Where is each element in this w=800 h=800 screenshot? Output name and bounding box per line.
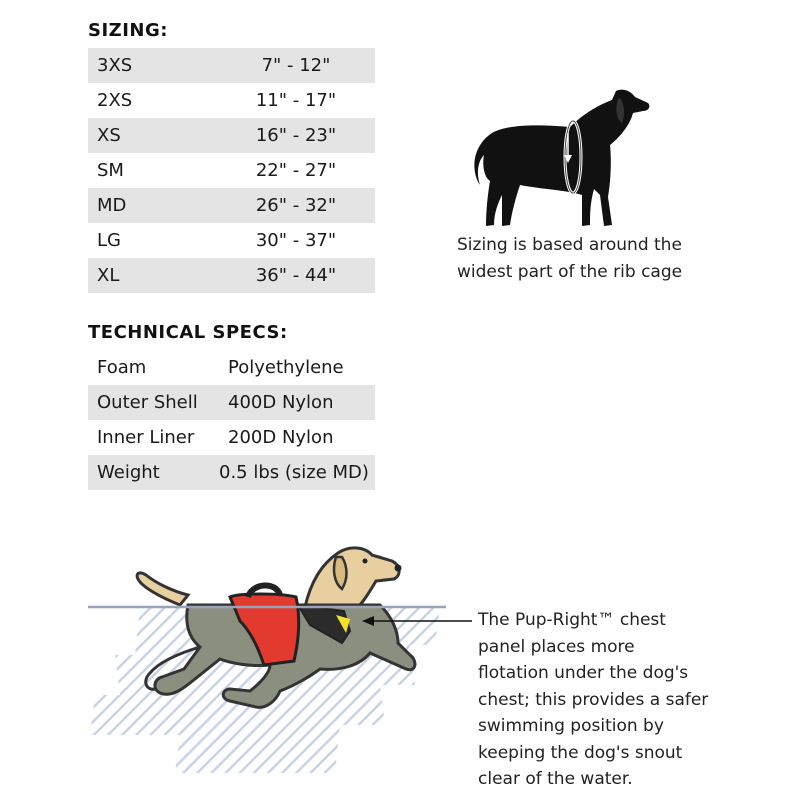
size-range: 30" - 37" — [255, 230, 337, 251]
size-range: 36" - 44" — [255, 265, 337, 286]
size-label: 2XS — [97, 90, 133, 111]
sizing-heading: SIZING: — [88, 20, 168, 41]
swim-caption-line: The Pup-Right™ chest — [478, 610, 666, 630]
size-label: LG — [97, 230, 121, 251]
spec-value: 0.5 lbs (size MD) — [219, 462, 369, 483]
swim-caption-line: clear of the water. — [478, 769, 633, 789]
swim-caption — [478, 607, 708, 793]
size-label: XL — [97, 265, 120, 286]
table-row — [88, 385, 375, 420]
table-row — [88, 258, 375, 293]
dog-measurement-illustration — [470, 85, 660, 235]
swim-caption-line: flotation under the dog's — [478, 663, 689, 683]
table-row — [88, 118, 375, 153]
spec-value: Polyethylene — [228, 357, 344, 378]
swim-caption-line: swimming position by — [478, 716, 664, 736]
spec-label: Outer Shell — [97, 392, 198, 413]
size-label: MD — [97, 195, 127, 216]
spec-label: Weight — [97, 462, 160, 483]
dog-head-icon — [305, 548, 402, 607]
table-row — [88, 48, 375, 83]
table-row — [88, 188, 375, 223]
swimming-dog-illustration — [80, 535, 475, 780]
spec-label: Inner Liner — [97, 427, 195, 448]
table-row — [88, 223, 375, 258]
specs-table — [88, 350, 375, 490]
size-label: SM — [97, 160, 124, 181]
swim-caption-line: panel places more — [478, 636, 635, 657]
table-row — [88, 350, 375, 385]
sizing-table — [88, 48, 375, 293]
measure-caption-line: widest part of the rib cage — [457, 262, 683, 282]
size-range: 7" - 12" — [261, 55, 331, 76]
measure-caption-line: Sizing is based around the — [457, 235, 682, 255]
table-row — [88, 420, 375, 455]
size-range: 16" - 23" — [255, 125, 337, 146]
table-row — [88, 153, 375, 188]
size-range: 22" - 27" — [255, 160, 337, 181]
measure-caption — [457, 232, 682, 286]
specs-heading: TECHNICAL SPECS: — [88, 322, 288, 343]
spec-label: Foam — [97, 357, 147, 378]
spec-value: 200D Nylon — [228, 427, 334, 448]
size-range: 11" - 17" — [255, 90, 337, 111]
swim-caption-line: keeping the dog's snout — [478, 742, 683, 763]
size-label: 3XS — [97, 55, 133, 76]
size-label: XS — [97, 125, 121, 146]
swim-caption-line: chest; this provides a safer — [478, 689, 709, 710]
spec-value: 400D Nylon — [228, 392, 334, 413]
size-range: 26" - 32" — [255, 195, 337, 216]
table-row — [88, 455, 375, 490]
dog-silhouette-icon — [474, 90, 649, 226]
table-row — [88, 83, 375, 118]
